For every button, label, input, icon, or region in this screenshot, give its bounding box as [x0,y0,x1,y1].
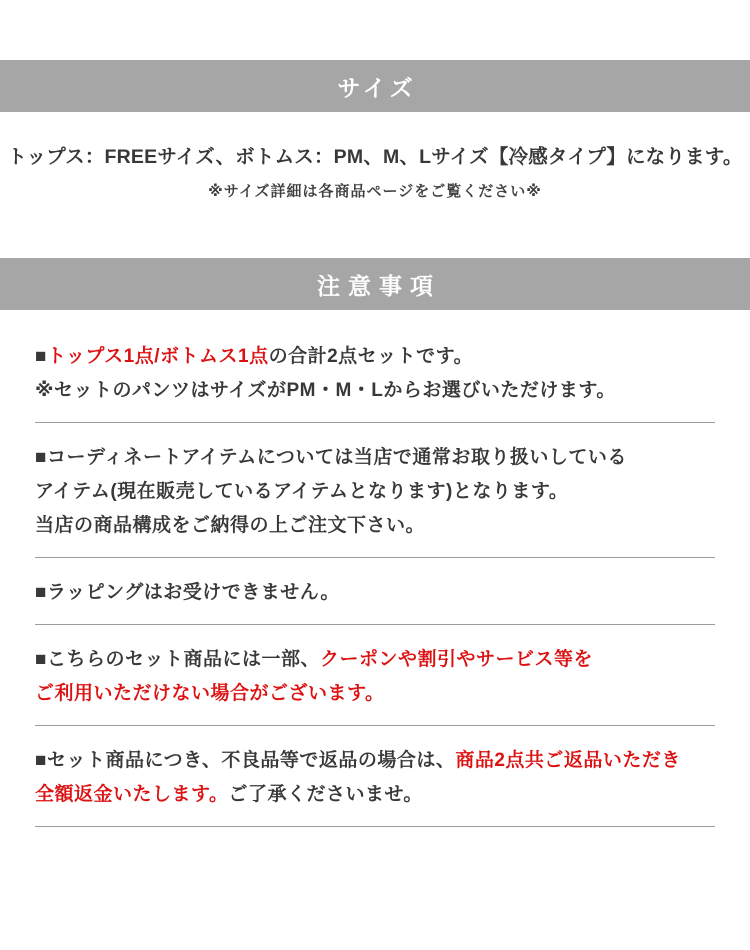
size-sub-note: ※サイズ詳細は各商品ページをご覧ください※ [208,183,542,200]
size-section-title: サイズ [337,74,417,101]
note-divider [35,725,715,726]
notes-list [0,310,750,827]
note-item [35,340,715,408]
note-text: ■こちらのセット商品には一部、 [35,649,320,670]
note-text: ■ [35,346,47,367]
note-item [35,576,715,610]
note-text-highlight: クーポンや割引やサービス等を [319,649,593,670]
size-section-header [0,60,750,112]
note-line [35,643,715,677]
product-info-page [0,60,750,950]
note-text: ■コーディネートアイテムについては当店で通常お取り扱いしている [35,447,627,468]
note-text: ■ラッピングはお受けできません。 [35,582,340,603]
note-divider [35,557,715,558]
note-line [35,374,715,408]
note-text: の合計2点セットです。 [268,346,474,367]
size-main-text: トップス：FREEサイズ、ボトムス：PM、M、Lサイズ【冷感タイプ】になります。 [7,146,743,168]
note-item [35,441,715,543]
note-text-highlight: 商品2点共ご返品いただき [455,750,681,771]
notes-section-header [0,258,750,310]
note-divider [35,624,715,625]
note-line [35,475,715,509]
note-line [35,441,715,475]
note-divider [35,826,715,827]
note-text: アイテム(現在販売しているアイテムとなります)となります。 [35,481,569,502]
note-line [35,576,715,610]
note-item [35,643,715,711]
note-text: ※セットのパンツはサイズがPM・M・Lからお選びいただけます。 [35,380,616,401]
note-text-highlight: トップス1点/ボトムス1点 [46,346,269,367]
note-text-highlight: ご利用いただけない場合がございます。 [35,683,385,704]
notes-section-title: 注意事項 [317,272,441,299]
note-line [35,744,715,778]
note-item [35,744,715,812]
note-line [35,340,715,374]
note-text: ご了承くださいませ。 [228,784,423,805]
note-line [35,677,715,711]
note-text: ■セット商品につき、不良品等で返品の場合は、 [35,750,456,771]
note-line [35,509,715,543]
note-divider [35,422,715,423]
note-text: 当店の商品構成をご納得の上ご注文下さい。 [35,515,426,536]
note-text-highlight: 全額返金いたします。 [35,784,229,805]
note-line [35,778,715,812]
